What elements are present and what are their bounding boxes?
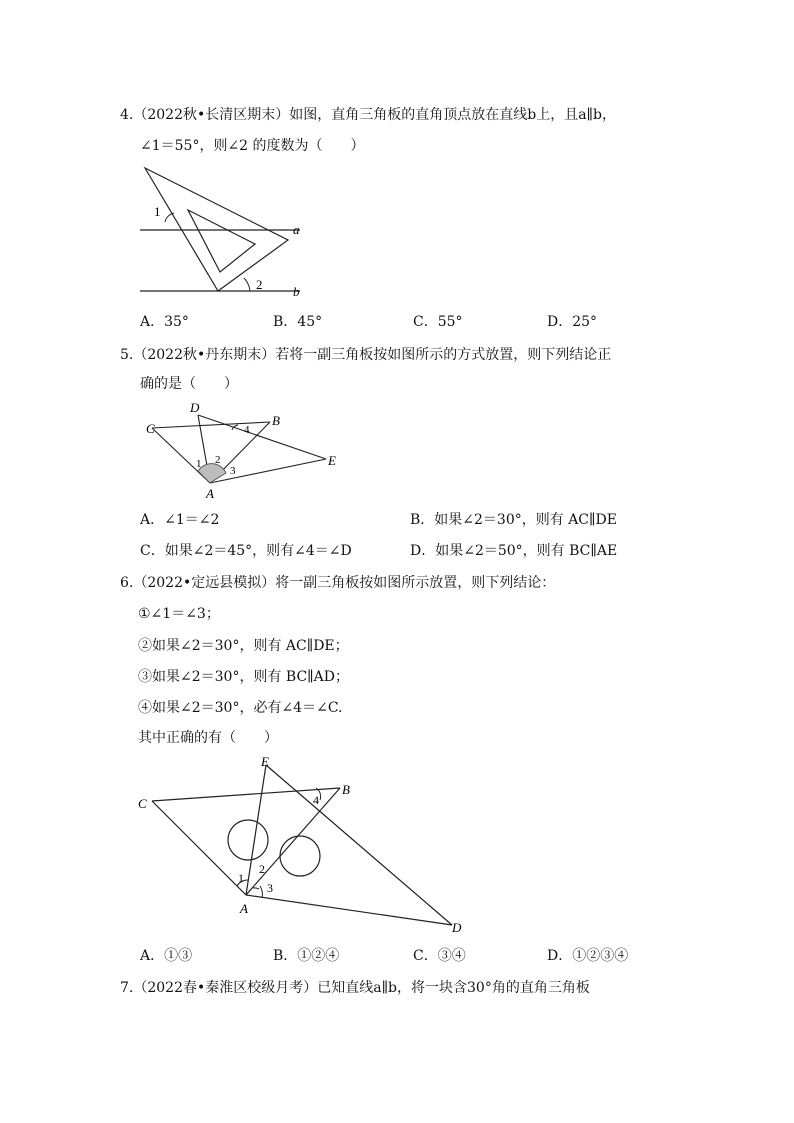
q4-line2: ∠1＝55°，则∠2 的度数为（ ） [140,138,365,154]
q5-option-b: B．如果∠2＝30°，则有 AC∥DE [410,512,617,528]
q4-figure [130,160,320,304]
q6-statement-3: ③如果∠2＝30°，则有 BC∥AD； [138,669,349,685]
q4-label-2: 2 [256,277,263,292]
q6-question: 其中正确的有（ ） [138,730,278,746]
q5-angle-3: 3 [230,465,236,477]
q5-option-c: C．如果∠2＝45°，则有∠4＝∠D [140,543,352,559]
q4-label-1: 1 [154,204,161,219]
q5-line2: 确的是（ ） [140,376,238,392]
q6-option-b: B．①②④ [273,948,340,964]
q5-option-a: A．∠1＝∠2 [140,512,220,528]
q6-angle-1: 1 [238,871,244,885]
q5-label-b: B [272,413,280,428]
q5-label-e: E [328,453,336,468]
q6-angle-4: 4 [313,793,319,807]
q6-label-e: E [261,754,269,769]
q5-angle-2: 2 [215,454,221,466]
q4-option-d: D．25° [547,314,598,330]
q6-label-c: C [138,796,147,811]
q4-label-a: a [293,222,300,237]
q5-line1: 5.（2022秋•丹东期末）若将一副三角板按如图所示的方式放置，则下列结论正 [120,347,612,363]
q6-angle-2: 2 [259,862,265,876]
q6-figure [130,748,475,942]
q6-option-a: A．①③ [140,948,193,964]
q5-label-c: C [146,421,155,436]
q6-label-a: A [240,901,248,916]
q5-figure [138,395,348,509]
q6-label-d: D [452,920,462,935]
q7-line1: 7.（2022春•秦淮区校级月考）已知直线a∥b，将一块含30°角的直角三角板 [120,980,590,996]
q6-statement-1: ①∠1＝∠3； [138,606,220,622]
q4-option-a: A．35° [140,314,189,330]
q6-angle-3: 3 [267,881,273,895]
q6-statement-2: ②如果∠2＝30°，则有 AC∥DE； [138,638,349,654]
q5-angle-1: 1 [196,458,202,470]
q6-option-d: D．①②③④ [547,948,629,964]
q5-angle-4: 4 [244,424,250,436]
q4-label-b: b [293,284,300,299]
q5-option-d: D．如果∠2＝50°，则有 BC∥AE [410,543,618,559]
q6-label-b: B [342,782,350,797]
q5-label-a: A [206,486,214,501]
q6-statement-4: ④如果∠2＝30°，必有∠4＝∠C. [138,700,343,716]
q4-option-c: C．55° [413,314,463,330]
q5-label-d: D [190,400,200,415]
q4-option-b: B．45° [273,314,323,330]
q4-line1: 4.（2022秋•长清区期末）如图，直角三角板的直角顶点放在直线b上，且a∥b， [120,107,616,123]
q6-line1: 6.（2022•定远县模拟）将一副三角板按如图所示放置，则下列结论： [120,575,556,591]
q6-option-c: C．③④ [413,948,466,964]
